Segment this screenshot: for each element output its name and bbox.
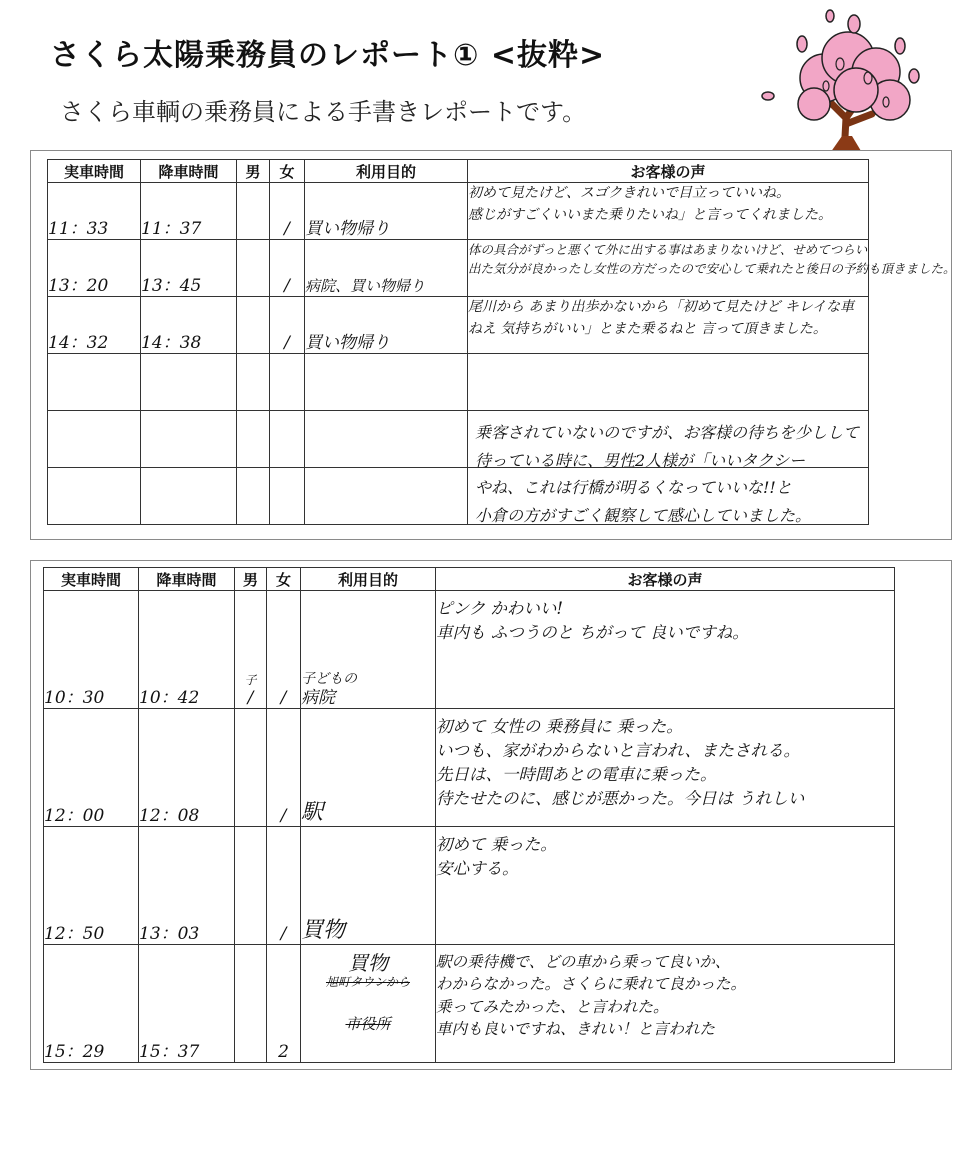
purpose: 買い物帰り	[305, 183, 468, 240]
table-row	[48, 183, 869, 240]
voice-line: 車内も良いですね、きれい！と言われた	[436, 1020, 716, 1039]
end-time: 15：37	[139, 945, 235, 1063]
start-time: 15：29	[44, 945, 139, 1063]
purpose-sub: 子どもの	[301, 670, 357, 687]
male-count	[235, 945, 267, 1063]
col-header-female: 女	[267, 568, 301, 591]
end-time: 13：03	[139, 827, 235, 945]
note-line: やね、これは行橋が明るくなっていいな!!と	[475, 478, 792, 498]
voice-line: ピンク かわいい!	[436, 599, 564, 618]
purpose-main: 病院	[301, 687, 335, 708]
col-header-end-time: 降車時間	[141, 160, 237, 183]
male-mark: /	[247, 688, 254, 708]
start-time: 14：32	[48, 297, 141, 354]
purpose: 買い物帰り	[305, 297, 468, 354]
male-count	[235, 827, 267, 945]
start-time: 12：00	[44, 709, 139, 827]
voice-line: 待たせたのに、感じが悪かった。今日は うれしい	[436, 788, 805, 808]
voice-line: 体の具合がずっと悪くて外に出する事はあまりないけど、せめてつらい	[468, 242, 868, 257]
voice-line: わからなかった。さくらに乗れて良かった。	[436, 975, 747, 994]
voice-line: 車内も ふつうのと ちがって 良いですね。	[436, 622, 749, 642]
table-header-row	[48, 160, 869, 183]
report-sheet-2	[30, 560, 952, 1070]
customer-voice	[468, 183, 869, 240]
voice-line: 感じがすごくいいまた乗りたいね」と言ってくれました。	[468, 206, 832, 223]
note-line: 乗客されていないのですが、お客様の待ちを少しして	[475, 423, 860, 442]
customer-voice	[436, 945, 895, 1063]
end-time: 13：45	[141, 240, 237, 297]
table-row	[44, 827, 895, 945]
customer-voice	[468, 240, 956, 297]
customer-voice	[436, 591, 895, 709]
end-time: 11：37	[141, 183, 237, 240]
voice-line: ねえ 気持ちがいい」とまた乗るねと 言って頂きました。	[468, 320, 827, 337]
male-count	[237, 183, 270, 240]
table-row	[44, 591, 895, 709]
purpose: 買物	[301, 827, 436, 945]
female-count: /	[267, 591, 301, 709]
female-count: 2	[267, 945, 301, 1063]
col-header-male: 男	[235, 568, 267, 591]
start-time: 10：30	[44, 591, 139, 709]
col-header-male: 男	[237, 160, 270, 183]
purpose-main: 市役所	[345, 1015, 391, 1034]
table-header-row	[44, 568, 895, 591]
col-header-purpose: 利用目的	[301, 568, 436, 591]
female-count: /	[267, 709, 301, 827]
voice-line: 初めて 乗った。	[436, 835, 557, 854]
note-line: 待っている時に、男性2人様が「いいタクシー	[475, 450, 806, 470]
voice-line: 尾川から あまり出歩かないから「初めて見たけど キレイな車	[468, 299, 855, 315]
start-time: 12：50	[44, 827, 139, 945]
note-line: 小倉の方がすごく観察して感心していました。	[475, 505, 812, 525]
purpose	[301, 945, 436, 1063]
female-count: /	[267, 827, 301, 945]
customer-voice	[436, 827, 895, 945]
cherry-tree-illustration	[756, 6, 926, 156]
purpose-struck: 旭町タウンから	[325, 975, 410, 989]
voice-line: いつも、家がわからないと言われ、またされる。	[436, 740, 800, 760]
voice-line: 安心する。	[436, 858, 519, 878]
handwritten-note	[475, 419, 859, 529]
report-sheet-1	[30, 150, 956, 540]
voice-line: 乗ってみたかった、と言われた。	[436, 997, 669, 1016]
male-count	[237, 297, 270, 354]
purpose	[301, 591, 436, 709]
voice-line: 初めて 女性の 乗務員に 乗った。	[436, 717, 683, 736]
male-count	[235, 709, 267, 827]
end-time: 12：08	[139, 709, 235, 827]
col-header-female: 女	[270, 160, 305, 183]
col-header-start-time: 実車時間	[48, 160, 141, 183]
table-row	[48, 297, 869, 354]
female-count: /	[270, 240, 305, 297]
customer-voice	[436, 709, 895, 827]
start-time: 11：33	[48, 183, 141, 240]
male-count	[235, 591, 267, 709]
table-row	[44, 709, 895, 827]
purpose: 病院、買い物帰り	[305, 240, 468, 297]
report-table-2	[43, 567, 895, 1063]
voice-line: 初めて見たけど、スゴクきれいで目立っていいね。	[468, 185, 790, 201]
end-time: 14：38	[141, 297, 237, 354]
col-header-end-time: 降車時間	[139, 568, 235, 591]
voice-line: 出た気分が良かったし女性の方だったので安心して乗れたと後日の予約も頂きました。	[468, 261, 956, 277]
table-row	[48, 240, 869, 297]
female-count: /	[270, 297, 305, 354]
col-header-purpose: 利用目的	[305, 160, 468, 183]
page-title: さくら太陽乗務員のレポート① <抜粋>	[50, 38, 606, 73]
col-header-start-time: 実車時間	[44, 568, 139, 591]
male-note: 子	[244, 673, 257, 687]
col-header-voice: お客様の声	[436, 568, 895, 591]
start-time: 13：20	[48, 240, 141, 297]
voice-line: 先日は、一時間あとの電車に乗った。	[436, 764, 717, 784]
female-count: /	[270, 183, 305, 240]
table-row	[44, 945, 895, 1063]
page-subtitle: さくら車輌の乗務員による手書きレポートです。	[60, 98, 587, 126]
male-count	[237, 240, 270, 297]
table-row	[48, 354, 869, 411]
voice-line: 駅の乗待機で、どの車から乗って良いか、	[436, 953, 731, 971]
end-time: 10：42	[139, 591, 235, 709]
col-header-voice: お客様の声	[468, 160, 869, 183]
purpose: 駅	[301, 709, 436, 827]
customer-voice	[468, 297, 869, 354]
purpose-sub: 買物	[348, 951, 388, 975]
